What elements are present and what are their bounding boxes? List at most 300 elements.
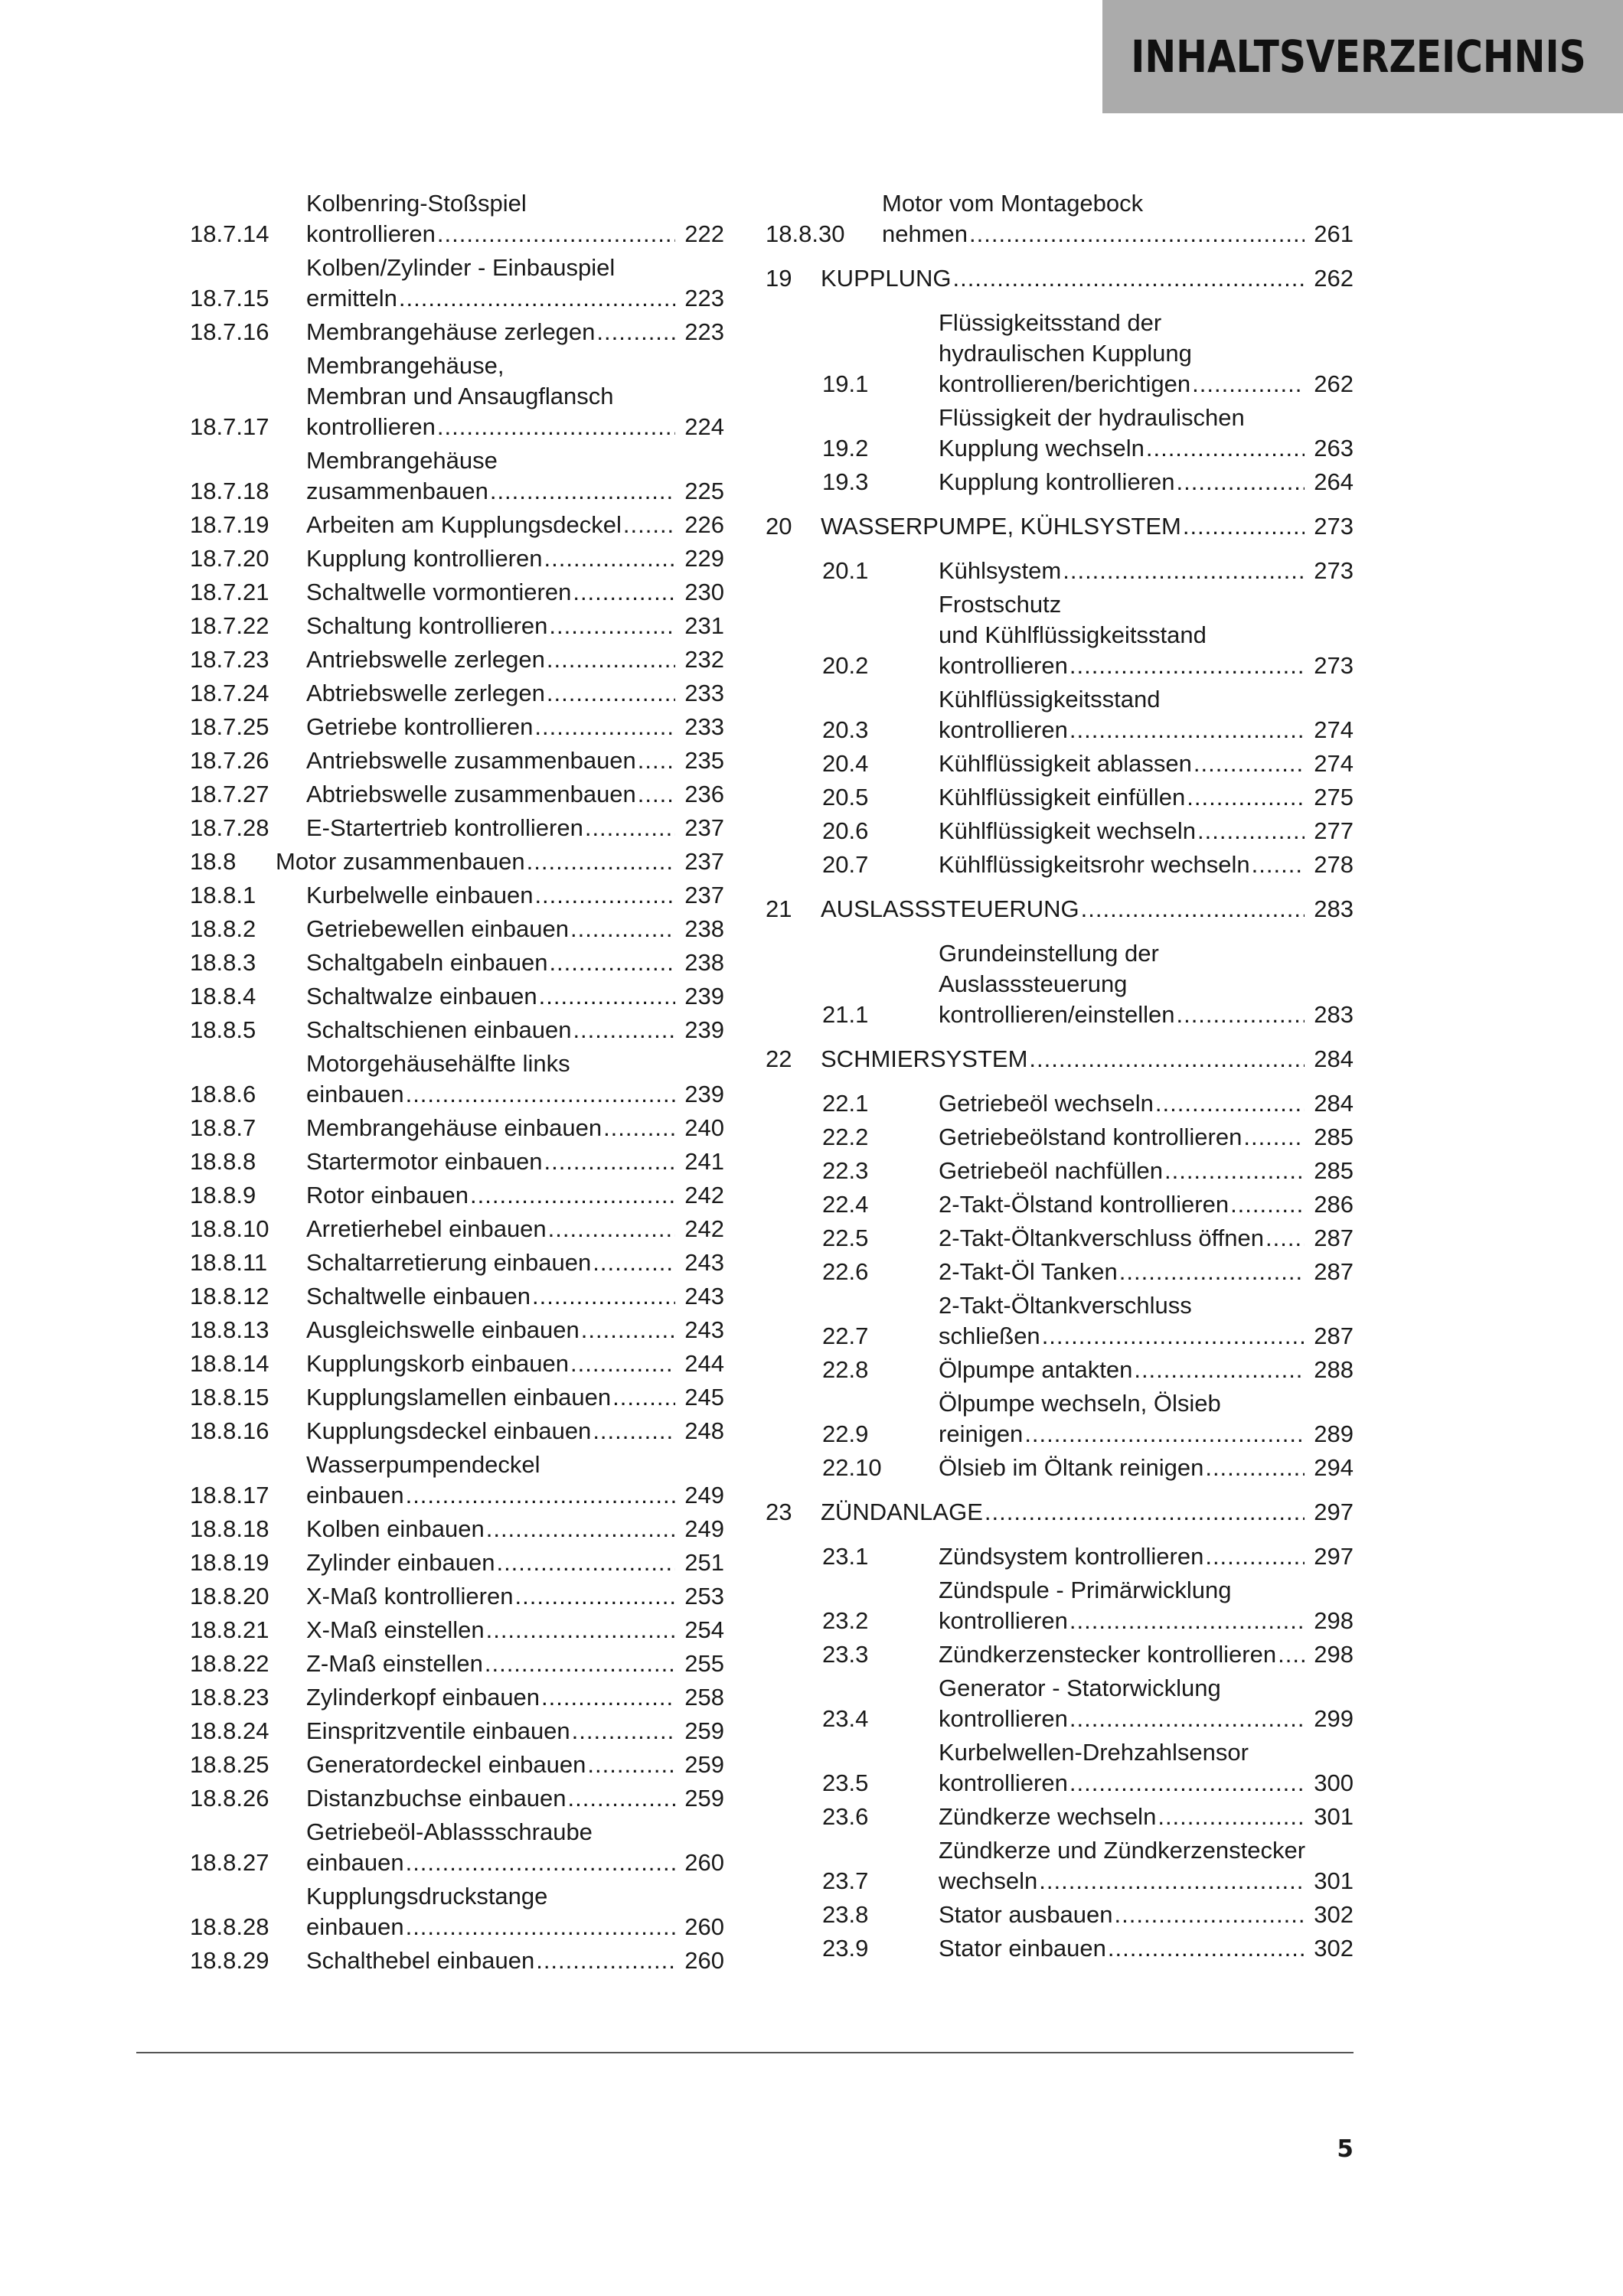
- toc-entry[interactable]: [766, 1639, 1354, 1670]
- toc-entry[interactable]: [766, 1290, 1354, 1352]
- toc-entry-title-line: Kupplungsdruckstange: [306, 1883, 548, 1910]
- toc-chapter-entry[interactable]: [766, 1044, 1354, 1075]
- toc-entry-number: 22.3: [822, 1157, 869, 1184]
- toc-entry-page: 235: [684, 747, 724, 774]
- toc-entry-title-line: 2-Takt-Öl Tanken: [939, 1258, 1118, 1285]
- toc-entry[interactable]: [190, 880, 724, 911]
- dot-leader: [549, 611, 675, 641]
- toc-entry-number: 18.8.18: [190, 1515, 269, 1542]
- toc-entry-title-line: zusammenbauen: [306, 478, 488, 504]
- toc-entry-number: 18.8.16: [190, 1417, 269, 1444]
- toc-entry-number: 20.6: [822, 817, 869, 844]
- toc-entry-title-line: Stator einbauen: [939, 1935, 1106, 1962]
- dot-leader: [544, 543, 676, 574]
- toc-entry-number: 22.10: [822, 1454, 882, 1481]
- dot-leader: [470, 1180, 675, 1211]
- toc-entry-page: 224: [684, 413, 724, 440]
- toc-entry[interactable]: [190, 678, 724, 709]
- toc-entry-title-line: Kupplung wechseln: [939, 435, 1145, 461]
- toc-entry[interactable]: [190, 1514, 724, 1544]
- toc-entry[interactable]: [766, 1156, 1354, 1186]
- toc-entry-page: 275: [1314, 784, 1354, 810]
- toc-entry-title-line: X-Maß einstellen: [306, 1616, 485, 1643]
- toc-entry[interactable]: [766, 850, 1354, 880]
- dot-leader: [638, 779, 675, 810]
- toc-chapter-entry[interactable]: [766, 511, 1354, 542]
- toc-entry[interactable]: [190, 1281, 724, 1312]
- toc-entry-title-line: Zündspule - Primärwicklung: [939, 1577, 1232, 1603]
- toc-entry-page: 243: [684, 1249, 724, 1276]
- dot-leader: [532, 1281, 675, 1312]
- toc-entry[interactable]: [190, 317, 724, 347]
- toc-entry-title-line: Ausgleichswelle einbauen: [306, 1316, 580, 1343]
- toc-entry[interactable]: [190, 351, 724, 442]
- dot-leader: [1197, 816, 1305, 846]
- dot-leader: [568, 1783, 675, 1814]
- toc-entry[interactable]: [190, 1180, 724, 1211]
- toc-chapter-entry[interactable]: [766, 1497, 1354, 1528]
- toc-entry[interactable]: [190, 445, 724, 507]
- dot-leader: [1029, 1044, 1305, 1075]
- toc-entry[interactable]: [766, 1257, 1354, 1287]
- dot-leader: [1205, 1453, 1305, 1483]
- toc-entry-number: 18.7.24: [190, 680, 269, 706]
- toc-entry[interactable]: [766, 782, 1354, 813]
- toc-entry-title-line: Membrangehäuse: [306, 447, 498, 474]
- toc-entry[interactable]: [190, 981, 724, 1012]
- page-title: INHALTSVERZEICHNIS: [1131, 31, 1586, 83]
- toc-entry[interactable]: [766, 403, 1354, 464]
- toc-entry-page: 273: [1314, 557, 1354, 584]
- toc-entry-title-line: Membrangehäuse,: [306, 352, 505, 379]
- toc-entry-title-line: Antriebswelle zusammenbauen: [306, 747, 636, 774]
- toc-entry-number: 22.4: [822, 1191, 869, 1218]
- dot-leader: [485, 1649, 675, 1679]
- toc-entry-title-line: Kurbelwellen-Drehzahlsensor: [939, 1739, 1249, 1766]
- toc-entry-title-line: Kupplungslamellen einbauen: [306, 1384, 612, 1411]
- toc-entry-title-line: Kurbelwelle einbauen: [306, 882, 534, 908]
- toc-entry-title-line: kontrollieren: [939, 1705, 1068, 1732]
- toc-entry-number: 18.8: [190, 848, 237, 875]
- toc-entry[interactable]: [766, 1541, 1354, 1572]
- toc-entry-title-line: Generator - Statorwicklung: [939, 1675, 1221, 1701]
- dot-leader: [612, 1382, 675, 1413]
- toc-entry[interactable]: [766, 1737, 1354, 1799]
- dot-leader: [1024, 1419, 1305, 1450]
- toc-entry-page: 230: [684, 579, 724, 605]
- dot-leader: [593, 1416, 675, 1446]
- dot-leader: [437, 219, 675, 249]
- dot-leader: [544, 1146, 675, 1177]
- toc-entry-page: 287: [1314, 1258, 1354, 1285]
- toc-entry-page: 262: [1314, 370, 1354, 397]
- toc-entry-page: 249: [684, 1482, 724, 1508]
- toc-entry-page: 298: [1314, 1641, 1354, 1668]
- dot-leader: [603, 1113, 675, 1143]
- toc-entry-number: 18.8.4: [190, 983, 256, 1009]
- toc-entry[interactable]: [190, 1548, 724, 1578]
- toc-entry[interactable]: [190, 1783, 724, 1814]
- toc-entry-page: 273: [1314, 652, 1354, 679]
- toc-entry-title-line: wechseln: [939, 1867, 1038, 1894]
- toc-entry[interactable]: [766, 1388, 1354, 1450]
- toc-entry[interactable]: [190, 712, 724, 742]
- dot-leader: [573, 1015, 675, 1045]
- toc-entry[interactable]: [190, 577, 724, 608]
- toc-entry-title-line: Frostschutz: [939, 591, 1062, 618]
- toc-entry-number: 18.7.23: [190, 646, 269, 673]
- toc-entry-number: 20.7: [822, 851, 869, 878]
- toc-entry[interactable]: [766, 1223, 1354, 1254]
- toc-entry-page: 233: [684, 680, 724, 706]
- toc-entry-number: 23.6: [822, 1803, 869, 1830]
- toc-entry[interactable]: [190, 1382, 724, 1413]
- toc-entry-title-line: Z-Maß einstellen: [306, 1650, 483, 1677]
- toc-entry-title-line: Generatordeckel einbauen: [306, 1751, 586, 1778]
- toc-entry[interactable]: [190, 779, 724, 810]
- toc-entry-page: 223: [684, 318, 724, 345]
- toc-entry-title-line: Getriebeöl wechseln: [939, 1090, 1154, 1117]
- header-tab: [1102, 0, 1623, 113]
- toc-entry-title-line: Kühlsystem: [939, 557, 1062, 584]
- toc-entry-number: 18.7.19: [190, 511, 269, 538]
- toc-entry[interactable]: [190, 1817, 724, 1878]
- toc-entry-title-line: Schaltgabeln einbauen: [306, 949, 548, 976]
- toc-entry-title-line: Getriebeöl nachfüllen: [939, 1157, 1163, 1184]
- dot-leader: [536, 1945, 675, 1976]
- toc-entry-title-line: Ölpumpe wechseln, Ölsieb: [939, 1390, 1221, 1417]
- toc-entry[interactable]: [766, 1122, 1354, 1153]
- toc-entry-title-line: Zündkerze wechseln: [939, 1803, 1157, 1830]
- toc-entry-page: 283: [1314, 895, 1354, 922]
- dot-leader: [1194, 748, 1305, 779]
- toc-entry-number: 18.8.28: [190, 1913, 269, 1940]
- toc-entry-page: 286: [1314, 1191, 1354, 1218]
- dot-leader: [593, 1247, 675, 1278]
- dot-leader: [514, 1581, 675, 1612]
- dot-leader: [570, 1349, 675, 1379]
- toc-entry-page: 274: [1314, 716, 1354, 743]
- toc-entry-page: 301: [1314, 1803, 1354, 1830]
- toc-entry[interactable]: [766, 1900, 1354, 1930]
- dot-leader: [1158, 1802, 1305, 1832]
- toc-entry-number: 23: [766, 1499, 792, 1525]
- toc-entry[interactable]: [766, 188, 1354, 249]
- toc-entry-title-line: kontrollieren/berichtigen: [939, 370, 1191, 397]
- toc-entry-title-line: Distanzbuchse einbauen: [306, 1785, 567, 1812]
- toc-entry-page: 242: [684, 1215, 724, 1242]
- toc-entry-title-line: Membrangehäuse einbauen: [306, 1114, 603, 1141]
- toc-entry-title-line: schließen: [939, 1322, 1040, 1349]
- dot-leader: [547, 678, 675, 709]
- toc-entry-number: 22.2: [822, 1124, 869, 1150]
- toc-entry[interactable]: [190, 813, 724, 843]
- toc-entry-number: 18.8.23: [190, 1684, 269, 1711]
- toc-entry-number: 18.8.1: [190, 882, 256, 908]
- dot-leader: [541, 1682, 675, 1713]
- toc-entry-number: 18.7.16: [190, 318, 269, 345]
- toc-entry[interactable]: [190, 1315, 724, 1345]
- toc-entry-page: 273: [1314, 513, 1354, 540]
- toc-entry-title-line: Kupplung kontrollieren: [306, 545, 543, 572]
- dot-leader: [985, 1497, 1305, 1528]
- toc-entry-number: 18.7.22: [190, 612, 269, 639]
- toc-entry-title-line: Kupplung kontrollieren: [939, 468, 1175, 495]
- dot-leader: [1115, 1900, 1305, 1930]
- toc-entry[interactable]: [766, 1453, 1354, 1483]
- toc-entry-page: 248: [684, 1417, 724, 1444]
- toc-entry-number: 20.3: [822, 716, 869, 743]
- toc-entry-number: 18.7.15: [190, 285, 269, 311]
- toc-entry-page: 258: [684, 1684, 724, 1711]
- toc-entry[interactable]: [766, 589, 1354, 681]
- toc-entry[interactable]: [766, 1802, 1354, 1832]
- toc-entry-title-line: Zündkerze und Zündkerzenstecker: [939, 1837, 1306, 1864]
- toc-entry-page: 253: [684, 1583, 724, 1609]
- dot-leader: [437, 412, 675, 442]
- toc-entry[interactable]: [190, 1214, 724, 1244]
- toc-entry-title-line: SCHMIERSYSTEM: [821, 1045, 1028, 1072]
- toc-entry-page: 255: [684, 1650, 724, 1677]
- dot-leader: [572, 1716, 675, 1746]
- toc-entry[interactable]: [190, 1945, 724, 1976]
- toc-entry-page: 289: [1314, 1420, 1354, 1447]
- toc-entry-number: 18.8.15: [190, 1384, 269, 1411]
- toc-entry-title-line: kontrollieren/einstellen: [939, 1001, 1175, 1028]
- toc-entry[interactable]: [190, 1146, 724, 1177]
- toc-entry[interactable]: [766, 1673, 1354, 1734]
- toc-entry-number: 18.8.3: [190, 949, 256, 976]
- dot-leader: [486, 1514, 675, 1544]
- dot-leader: [1155, 1088, 1305, 1119]
- toc-entry-page: 260: [684, 1849, 724, 1876]
- toc-entry-page: 302: [1314, 1901, 1354, 1928]
- toc-entry-title-line: Kupplungskorb einbauen: [306, 1350, 569, 1377]
- toc-entry[interactable]: [766, 556, 1354, 586]
- toc-entry-page: 260: [684, 1913, 724, 1940]
- toc-entry-number: 18.8.25: [190, 1751, 269, 1778]
- toc-entry-page: 274: [1314, 750, 1354, 777]
- toc-entry-title-line: Zylinderkopf einbauen: [306, 1684, 540, 1711]
- footer-divider: [136, 2052, 1354, 2053]
- toc-entry-page: 285: [1314, 1157, 1354, 1184]
- toc-chapter-entry[interactable]: [766, 894, 1354, 925]
- toc-entry-title-line: Membrangehäuse zerlegen: [306, 318, 596, 345]
- dot-leader: [1134, 1355, 1305, 1385]
- toc-entry-number: 18.8.17: [190, 1482, 269, 1508]
- toc-entry[interactable]: [190, 914, 724, 944]
- toc-entry-title-line: einbauen: [306, 1482, 404, 1508]
- toc-entry-number: 18.8.13: [190, 1316, 269, 1343]
- toc-entry[interactable]: [766, 938, 1354, 1030]
- toc-entry-title-line: Getriebewellen einbauen: [306, 915, 569, 942]
- toc-entry-title-line: und Kühlflüssigkeitsstand: [939, 621, 1207, 648]
- toc-entry-title-line: ermitteln: [306, 285, 397, 311]
- dot-leader: [1205, 1541, 1305, 1572]
- toc-entry-number: 22.7: [822, 1322, 869, 1349]
- page-number: 5: [1337, 2135, 1354, 2163]
- toc-entry[interactable]: [766, 748, 1354, 779]
- toc-entry-number: 19.1: [822, 370, 869, 397]
- toc-entry-page: 245: [684, 1384, 724, 1411]
- toc-entry-title-line: E-Startertrieb kontrollieren: [306, 814, 583, 841]
- toc-entry-number: 18.8.9: [190, 1182, 256, 1208]
- toc-entry-page: 237: [684, 882, 724, 908]
- toc-entry-page: 300: [1314, 1769, 1354, 1796]
- toc-entry-number: 18.8.2: [190, 915, 256, 942]
- toc-entry-title-line: nehmen: [882, 220, 968, 247]
- toc-entry[interactable]: [190, 510, 724, 540]
- toc-entry-title-line: reinigen: [939, 1420, 1024, 1447]
- dot-leader: [1119, 1257, 1305, 1287]
- toc-entry-page: 259: [684, 1785, 724, 1812]
- toc-entry[interactable]: [766, 1933, 1354, 1964]
- toc-entry-number: 23.4: [822, 1705, 869, 1732]
- toc-entry-title-line: Getriebeöl-Ablassschraube: [306, 1818, 593, 1845]
- toc-entry-page: 251: [684, 1549, 724, 1576]
- toc-entry[interactable]: [766, 467, 1354, 497]
- toc-entry-page: 284: [1314, 1045, 1354, 1072]
- toc-entry-number: 20: [766, 513, 792, 540]
- toc-entry[interactable]: [766, 684, 1354, 745]
- toc-entry-title-line: Motorgehäusehälfte links: [306, 1050, 570, 1077]
- toc-entry[interactable]: [766, 816, 1354, 846]
- dot-leader: [490, 476, 675, 507]
- toc-entry[interactable]: [190, 1247, 724, 1278]
- toc-entry[interactable]: [190, 1716, 724, 1746]
- toc-entry-page: 242: [684, 1182, 724, 1208]
- toc-entry-title-line: ZÜNDANLAGE: [821, 1499, 983, 1525]
- toc-entry-number: 18.7.17: [190, 413, 269, 440]
- toc-entry-page: 238: [684, 915, 724, 942]
- toc-entry-page: 226: [684, 511, 724, 538]
- toc-entry-number: 18.8.7: [190, 1114, 256, 1141]
- toc-entry[interactable]: [190, 1349, 724, 1379]
- toc-column-left: [190, 185, 724, 1976]
- toc-entry-number: 19: [766, 265, 792, 292]
- toc-entry[interactable]: [190, 745, 724, 776]
- toc-entry[interactable]: [190, 543, 724, 574]
- toc-entry[interactable]: [190, 1416, 724, 1446]
- toc-entry-page: 259: [684, 1751, 724, 1778]
- toc-entry-page: 287: [1314, 1225, 1354, 1251]
- toc-entry-number: 23.5: [822, 1769, 869, 1796]
- toc-entry[interactable]: [766, 1355, 1354, 1385]
- toc-entry-number: 23.7: [822, 1867, 869, 1894]
- toc-entry-number: 22.9: [822, 1420, 869, 1447]
- dot-leader: [1176, 1000, 1305, 1030]
- toc-entry-number: 18.7.27: [190, 781, 269, 807]
- toc-entry-title-line: kontrollieren: [939, 652, 1068, 679]
- toc-entry[interactable]: [190, 1881, 724, 1942]
- toc-entry-page: 229: [684, 545, 724, 572]
- toc-entry[interactable]: [190, 1015, 724, 1045]
- toc-entry-title-line: Ölsieb im Öltank reinigen: [939, 1454, 1204, 1481]
- toc-entry[interactable]: [190, 1615, 724, 1645]
- toc-entry[interactable]: [190, 611, 724, 641]
- toc-entry-number: 23.9: [822, 1935, 869, 1962]
- toc-entry[interactable]: [190, 1049, 724, 1110]
- toc-entry[interactable]: [190, 1113, 724, 1143]
- toc-entry[interactable]: [190, 1750, 724, 1780]
- toc-entry-title-line: Einspritzventile einbauen: [306, 1717, 570, 1744]
- toc-entry[interactable]: [190, 253, 724, 314]
- dot-leader: [638, 745, 675, 776]
- toc-entry-title-line: 2-Takt-Öltankverschluss öffnen: [939, 1225, 1265, 1251]
- dot-leader: [969, 219, 1305, 249]
- toc-entry-number: 19.2: [822, 435, 869, 461]
- dot-leader: [1146, 433, 1305, 464]
- dot-leader: [1063, 556, 1305, 586]
- toc-entry-title-line: Schaltarretierung einbauen: [306, 1249, 592, 1276]
- toc-entry[interactable]: [190, 1450, 724, 1511]
- toc-entry[interactable]: [190, 846, 724, 877]
- toc-entry-number: 18.7.21: [190, 579, 269, 605]
- toc-entry-title-line: Kühlflüssigkeit wechseln: [939, 817, 1197, 844]
- toc-entry-title-line: Abtriebswelle zusammenbauen: [306, 781, 636, 807]
- toc-entry-number: 18.8.5: [190, 1016, 256, 1043]
- toc-entry-title-line: KUPPLUNG: [821, 265, 952, 292]
- toc-entry-title-line: Schaltwelle einbauen: [306, 1283, 531, 1309]
- toc-entry[interactable]: [190, 947, 724, 978]
- toc-entry-title-line: Zylinder einbauen: [306, 1549, 495, 1576]
- dot-leader: [1177, 467, 1305, 497]
- toc-entry-title-line: Flüssigkeit der hydraulischen: [939, 404, 1245, 431]
- dot-leader: [1039, 1866, 1305, 1896]
- toc-entry-title-line: kontrollieren: [306, 413, 436, 440]
- toc-entry[interactable]: [190, 644, 724, 675]
- toc-entry-page: 264: [1314, 468, 1354, 495]
- toc-entry-number: 18.7.28: [190, 814, 269, 841]
- toc-entry-title-line: Schaltung kontrollieren: [306, 612, 548, 639]
- toc-entry-page: 243: [684, 1316, 724, 1343]
- dot-leader: [486, 1615, 675, 1645]
- toc-entry-page: 231: [684, 612, 724, 639]
- toc-entry[interactable]: [766, 1189, 1354, 1220]
- toc-entry-title-line: Membran und Ansaugflansch: [306, 383, 614, 409]
- toc-chapter-entry[interactable]: [766, 263, 1354, 294]
- toc-entry-title-line: Kühlflüssigkeit einfüllen: [939, 784, 1186, 810]
- toc-entry-title-line: Stator ausbauen: [939, 1901, 1113, 1928]
- toc-entry-title-line: X-Maß kontrollieren: [306, 1583, 514, 1609]
- toc-entry-page: 223: [684, 285, 724, 311]
- toc-entry[interactable]: [766, 1088, 1354, 1119]
- toc-entry-page: 259: [684, 1717, 724, 1744]
- toc-entry-title-line: Flüssigkeitsstand der: [939, 309, 1162, 336]
- dot-leader: [406, 1848, 675, 1878]
- dot-leader: [1069, 1704, 1305, 1734]
- toc-entry[interactable]: [190, 1581, 724, 1612]
- toc-entry[interactable]: [766, 308, 1354, 400]
- toc-entry[interactable]: [766, 1575, 1354, 1636]
- toc-entry[interactable]: [190, 1649, 724, 1679]
- toc-entry-title-line: Grundeinstellung der: [939, 940, 1159, 967]
- toc-entry-page: 283: [1314, 1001, 1354, 1028]
- dot-leader: [596, 317, 675, 347]
- toc-entry[interactable]: [190, 1682, 724, 1713]
- toc-entry-title-line: kontrollieren: [939, 1769, 1068, 1796]
- toc-entry[interactable]: [766, 1835, 1354, 1896]
- toc-entry-number: 18.8.29: [190, 1947, 269, 1974]
- toc-entry-title-line: kontrollieren: [306, 220, 436, 247]
- toc-entry-title-line: Motor vom Montagebock: [882, 190, 1144, 217]
- dot-leader: [1069, 1768, 1305, 1799]
- toc-entry-number: 18.7.25: [190, 713, 269, 740]
- toc-entry-page: 284: [1314, 1090, 1354, 1117]
- toc-entry-number: 18.8.12: [190, 1283, 269, 1309]
- toc-entry[interactable]: [190, 188, 724, 249]
- toc-entry-title-line: Arbeiten am Kupplungsdeckel: [306, 511, 622, 538]
